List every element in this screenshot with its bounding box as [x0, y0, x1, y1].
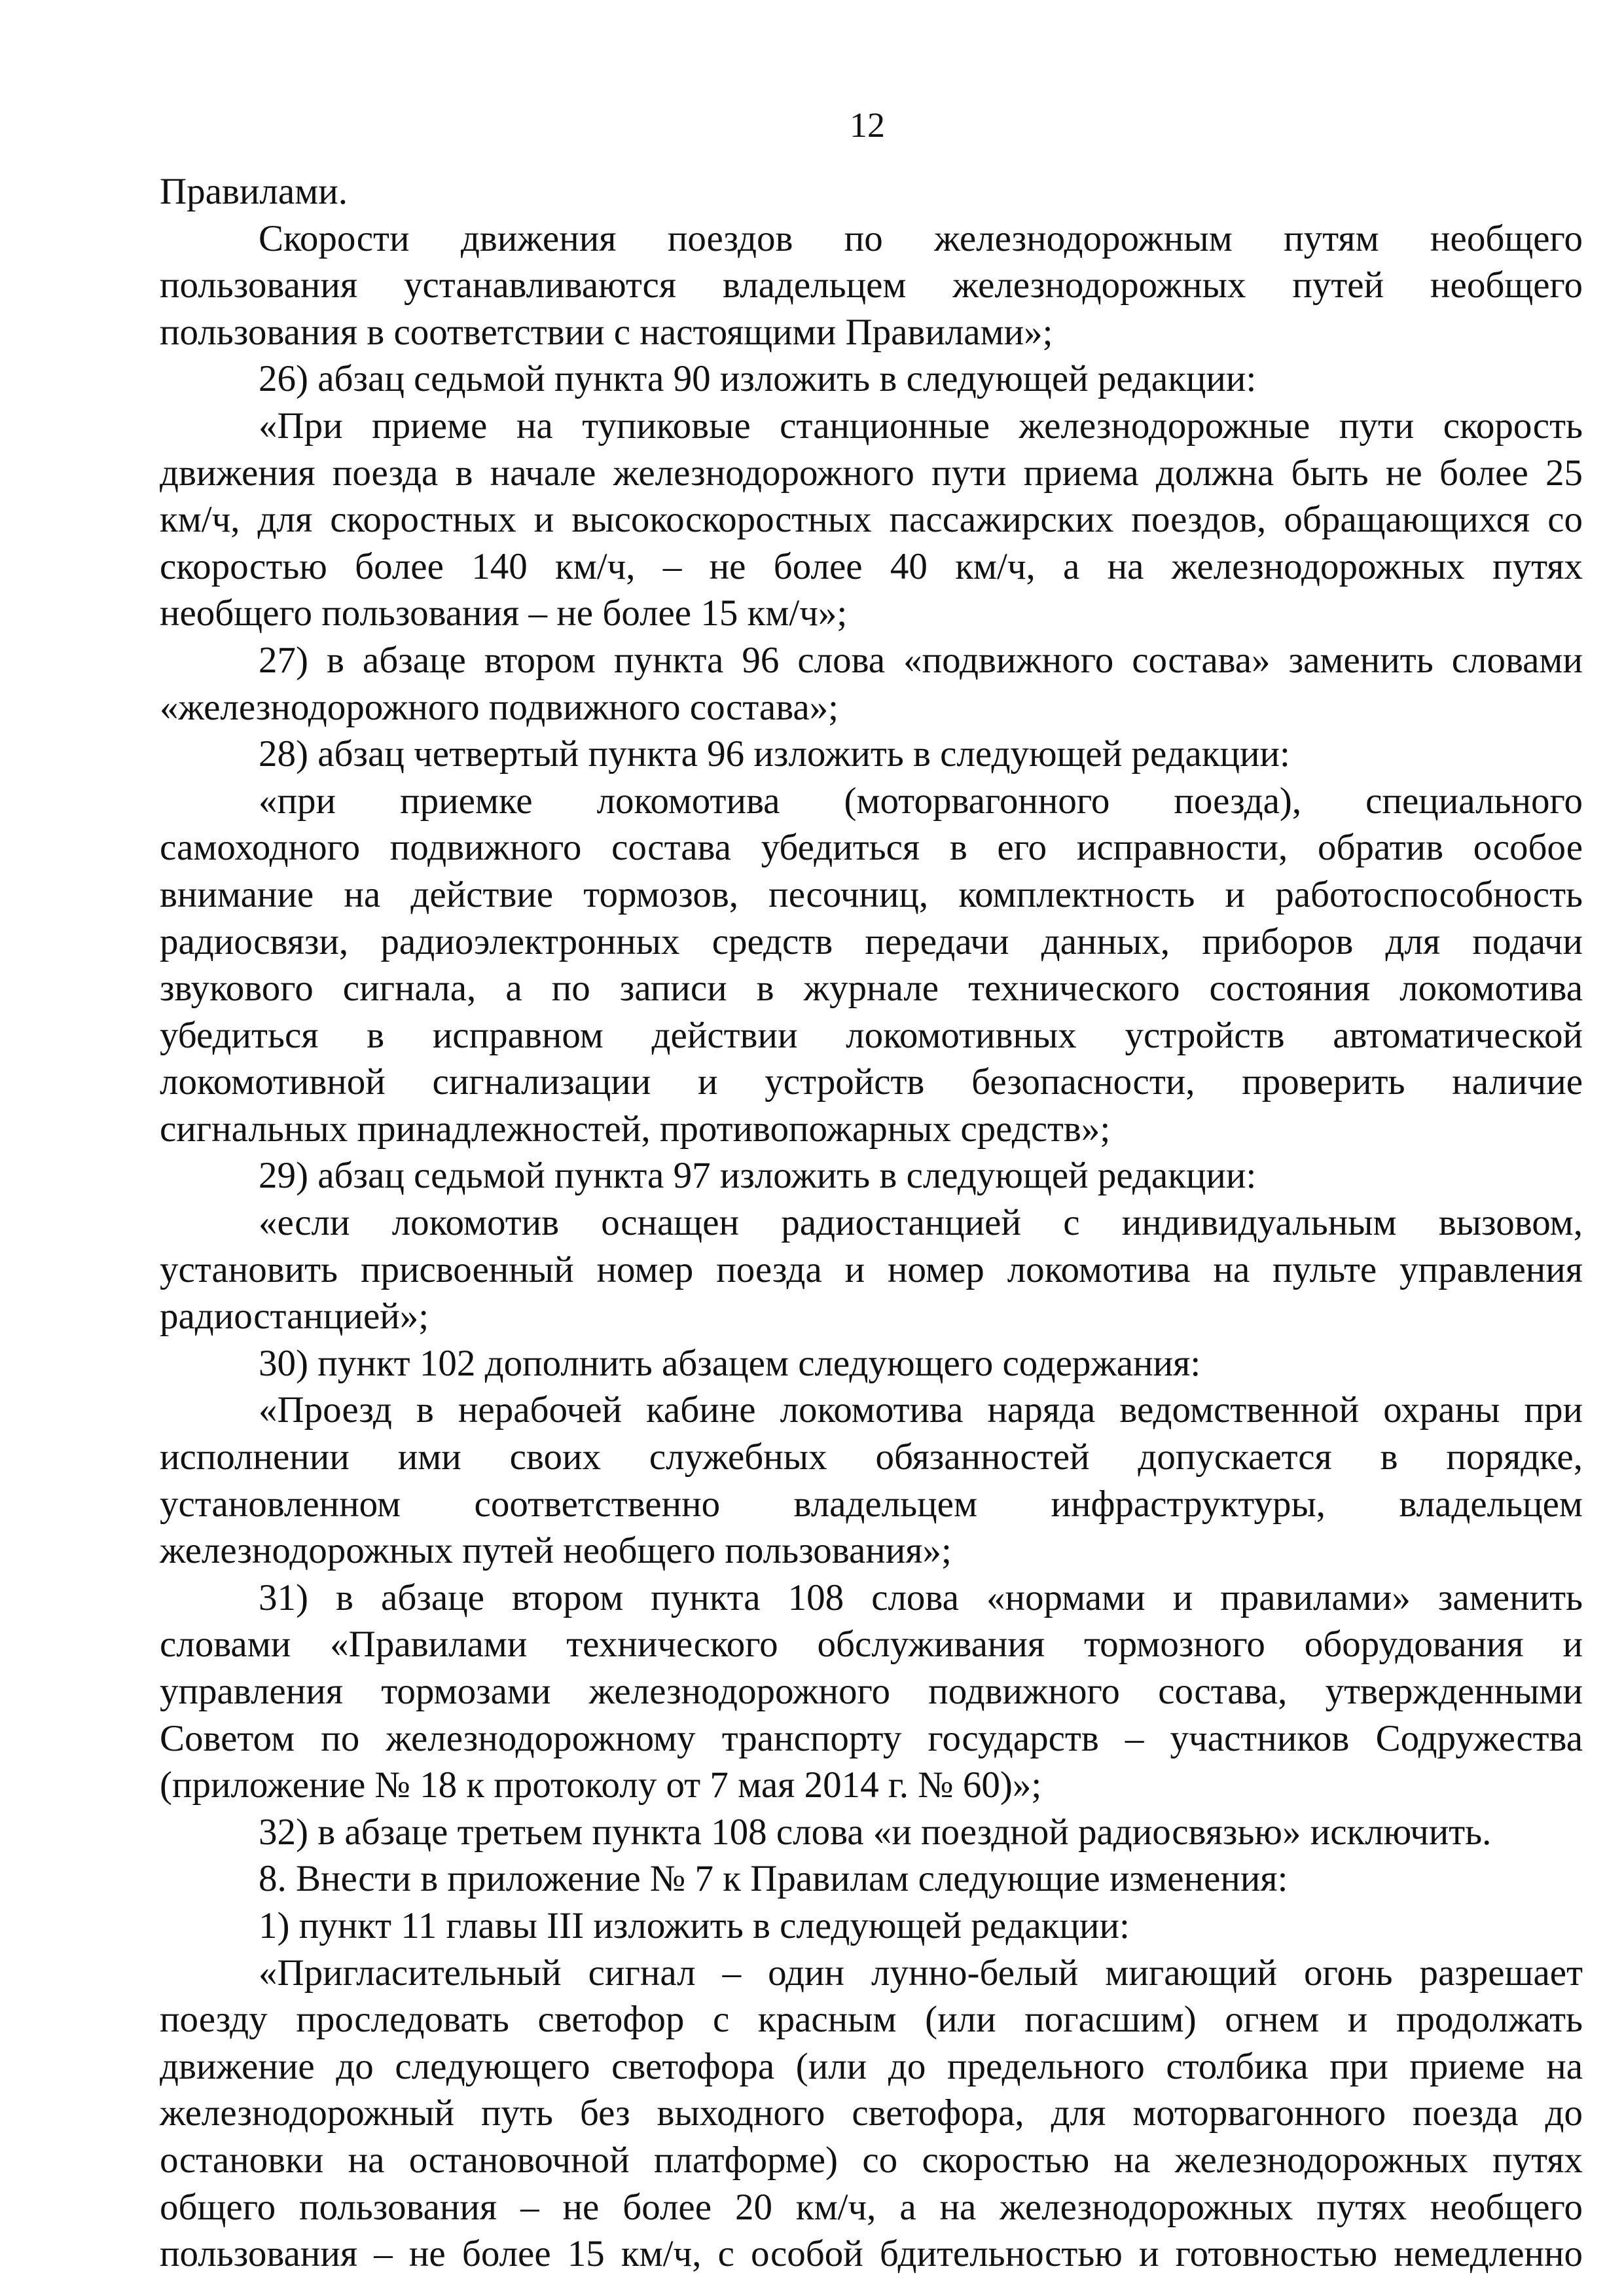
text-line: пользования в соответствии с настоящими Правилами»; — [160, 311, 1053, 353]
text-line: установить присвоенный номер поезда и номер локомотива на пульте управления — [160, 1248, 1583, 1290]
text-line: «железнодорожного подвижного состава»; — [160, 686, 839, 728]
text-line: 29) абзац седьмой пункта 97 изложить в следующей редакции: — [259, 1155, 1257, 1197]
text-line: Скорости движения поездов по железнодорожным путям необщего — [259, 217, 1583, 259]
text-line: движение до следующего светофора (или до предельного столбика при приеме на — [160, 2045, 1583, 2087]
text-line: км/ч, для скоростных и высокоскоростных пассажирских поездов, обращающихся со — [160, 499, 1583, 541]
text-line: локомотивной сигнализации и устройств безопасности, проверить наличие — [160, 1061, 1583, 1103]
text-line: убедиться в исправном действии локомотивных устройств автоматической — [160, 1014, 1583, 1056]
text-line: 26) абзац седьмой пункта 90 изложить в следующей редакции: — [259, 358, 1257, 400]
text-line: Советом по железнодорожному транспорту государств – участников Содружества — [160, 1717, 1583, 1759]
page-number: 12 — [850, 105, 885, 145]
text-line: внимание на действие тормозов, песочниц, комплектность и работоспособность — [160, 873, 1583, 915]
text-line: Правилами. — [160, 171, 348, 212]
paragraph — [160, 403, 1583, 637]
paragraph — [160, 1903, 1583, 1950]
paragraph — [160, 1387, 1583, 1574]
text-line: установленном соответственно владельцем инфраструктуры, владельцем — [160, 1483, 1583, 1525]
text-line: необщего пользования – не более 15 км/ч»; — [160, 592, 848, 634]
paragraph — [160, 1575, 1583, 1809]
text-line: «при приемке локомотива (моторвагонного поезда), специального — [259, 780, 1583, 822]
paragraph — [160, 1950, 1583, 2278]
text-line: управления тормозами железнодорожного подвижного состава, утвержденными — [160, 1671, 1583, 1712]
text-line: остановки на остановочной платформе) со скоростью на железнодорожных путях — [160, 2139, 1583, 2181]
text-line: 1) пункт 11 главы III изложить в следующей редакции: — [259, 1904, 1130, 1946]
text-line: словами «Правилами технического обслуживания тормозного оборудования и — [160, 1624, 1583, 1666]
text-line: 27) в абзаце втором пункта 96 слова «подвижного состава» заменить словами — [259, 639, 1583, 681]
text-line: «Пригласительный сигнал – один лунно-белый мигающий огонь разрешает — [259, 1952, 1583, 1994]
paragraph — [160, 1855, 1583, 1903]
paragraph — [160, 1809, 1583, 1856]
text-line: (приложение № 18 к протоколу от 7 мая 2014 г. № 60)»; — [160, 1764, 1042, 1806]
text-line: пользования устанавливаются владельцем железнодорожных путей необщего — [160, 264, 1583, 306]
paragraph — [160, 1199, 1583, 1340]
paragraph — [160, 355, 1583, 403]
paragraph — [160, 1152, 1583, 1199]
text-line: звукового сигнала, а по записи в журнале технического состояния локомотива — [160, 968, 1583, 1010]
paragraph — [160, 778, 1583, 1153]
text-line: «если локомотив оснащен радиостанцией с индивидуальным вызовом, — [259, 1202, 1583, 1244]
text-line: радиостанцией»; — [160, 1296, 429, 1338]
text-line: железнодорожных путей необщего пользования»; — [160, 1530, 952, 1572]
text-line: самоходного подвижного состава убедиться в его исправности, обратив особое — [160, 827, 1583, 869]
text-line: 30) пункт 102 дополнить абзацем следующего содержания: — [259, 1342, 1201, 1384]
text-line: «При приеме на тупиковые станционные железнодорожные пути скорость — [259, 405, 1583, 446]
text-line: общего пользования – не более 20 км/ч, а на железнодорожных путях необщего — [160, 2186, 1583, 2228]
text-line: «Проезд в нерабочей кабине локомотива наряда ведомственной охраны при — [259, 1389, 1583, 1431]
text-line: скоростью более 140 км/ч, – не более 40 км/ч, а на железнодорожных путях — [160, 545, 1583, 587]
text-line: сигнальных принадлежностей, противопожарных средств»; — [160, 1108, 1111, 1150]
text-line: пользования – не более 15 км/ч, с особой бдительностью и готовностью немедленно — [160, 2233, 1583, 2275]
text-line: движения поезда в начале железнодорожного пути приема должна быть не более 25 — [160, 452, 1583, 494]
paragraph — [160, 637, 1583, 731]
text-line: поезду проследовать светофор с красным (или погасшим) огнем и продолжать — [160, 1999, 1583, 2041]
document-body — [160, 168, 1583, 2278]
paragraph — [160, 731, 1583, 778]
text-line: 31) в абзаце втором пункта 108 слова «нормами и правилами» заменить — [259, 1576, 1583, 1618]
text-line: 8. Внести в приложение № 7 к Правилам следующие изменения: — [259, 1858, 1288, 1900]
text-line: 28) абзац четвертый пункта 96 изложить в следующей редакции: — [259, 733, 1290, 775]
text-line: железнодорожный путь без выходного светофора, для моторвагонного поезда до — [160, 2092, 1583, 2134]
paragraph — [160, 1340, 1583, 1387]
paragraph — [160, 215, 1583, 356]
paragraph — [160, 168, 1583, 215]
text-line: 32) в абзаце третьем пункта 108 слова «и поездной радиосвязью» исключить. — [259, 1811, 1492, 1853]
text-line: радиосвязи, радиоэлектронных средств передачи данных, приборов для подачи — [160, 920, 1583, 962]
text-line: исполнении ими своих служебных обязанностей допускается в порядке, — [160, 1436, 1583, 1478]
